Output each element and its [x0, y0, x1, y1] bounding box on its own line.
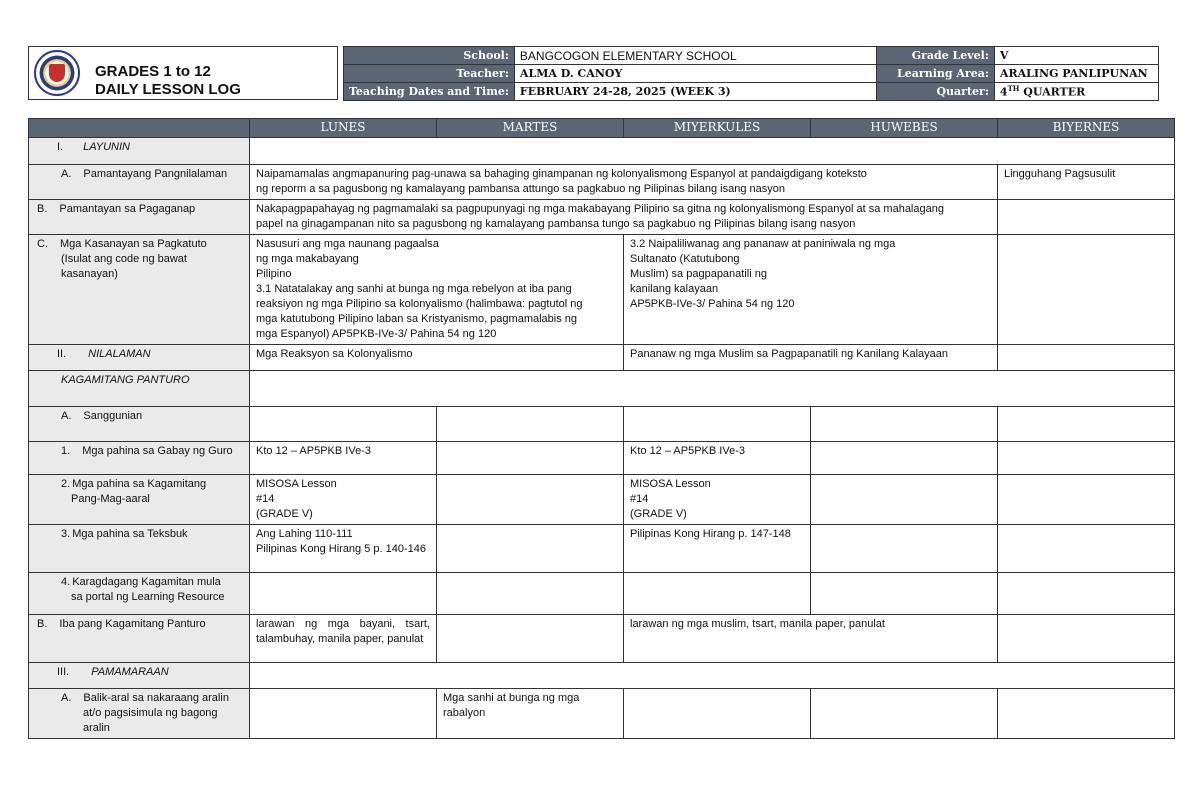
content-line: 3.2 Naipaliliwanag ang pananaw at paniniwala ng mga: [630, 238, 896, 250]
section-title: PAMAMARAAN: [91, 666, 169, 678]
item-label: Mga pahina sa Teksbuk: [72, 528, 188, 540]
content-line: Nakapagpapahayag ng pagmamalaki sa pagpupunyagi ng mga makabayang Pilipino sa gitna ng kolonyalismong Espanyol at sa mahalagang: [256, 203, 944, 215]
content-line: #14: [256, 493, 275, 505]
content-line: Mga sanhi at bunga ng mga: [443, 692, 580, 704]
kagamitang-mag-aaral-tuesday: [437, 475, 624, 525]
content-line: mga Espanyol) AP5PKB-IVe-3/ Pahina 54 ng 120: [256, 328, 497, 340]
item-label-line: aralin: [83, 722, 110, 734]
row-balik-aral: [29, 689, 1175, 739]
item-label: Pamantayang Pangnilalaman: [83, 168, 228, 180]
item-number: B.: [37, 618, 48, 630]
item-number: A.: [61, 410, 72, 422]
pamantayan-pagaganap-label: [29, 200, 250, 235]
kagamitan-label: KAGAMITANG PANTURO: [29, 371, 250, 407]
item-label: Iba pang Kagamitang Panturo: [59, 618, 206, 630]
pamantayan-pagaganap-content: [250, 200, 998, 235]
karagdagang-kagamitan-label: [29, 573, 250, 615]
section-title: LAYUNIN: [83, 141, 130, 153]
content-line: Sultanato (Katutubong: [630, 253, 740, 265]
item-label: Mga pahina sa Gabay ng Guro: [82, 445, 233, 457]
karagdagang-kagamitan-wednesday: [624, 573, 811, 615]
teksbuk-tuesday: [437, 525, 624, 573]
balik-aral-friday: [998, 689, 1175, 739]
page-title: [95, 63, 241, 99]
teksbuk-wednesday: Pilipinas Kong Hirang p. 147-148: [624, 525, 811, 573]
corner-cell: [29, 119, 250, 138]
row-sanggunian: [29, 407, 1175, 442]
item-number: A.: [61, 168, 72, 180]
row-pamamaraan: [29, 663, 1175, 689]
day-header-row: [29, 119, 1175, 138]
content-line: AP5PKB-IVe-3/ Pahina 54 ng 120: [630, 298, 795, 310]
grade-level-value: V: [994, 47, 1158, 65]
teksbuk-monday: [250, 525, 437, 573]
layunin-content: [250, 138, 1175, 165]
item-label: Sanggunian: [83, 410, 143, 422]
item-label-line: [37, 237, 243, 252]
school-label: School:: [344, 47, 515, 65]
item-label: Karagdagang Kagamitan mula: [72, 576, 221, 588]
pamantayang-pangnilalaman-label: [29, 165, 250, 200]
iba-pang-kagamitan-monday: larawan ng mga bayani, tsart, talambuhay, manila paper, panulat: [250, 615, 437, 663]
content-line: MISOSA Lesson: [630, 478, 711, 490]
kagamitang-mag-aaral-monday: [250, 475, 437, 525]
quarter-value: [994, 83, 1158, 101]
item-number: C.: [37, 238, 48, 250]
teksbuk-friday: [998, 525, 1175, 573]
item-number: 3.: [61, 528, 71, 540]
header: [28, 46, 1174, 102]
item-number: 1.: [61, 445, 71, 457]
gabay-guro-monday: Kto 12 – AP5PKB IVe-3: [250, 442, 437, 475]
content-line: Muslim) sa pagpapanatili ng: [630, 268, 767, 280]
item-number: A.: [61, 692, 72, 704]
karagdagang-kagamitan-friday: [998, 573, 1175, 615]
day-header-lunes: LUNES: [250, 119, 437, 138]
iba-pang-kagamitan-tuesday: [437, 615, 624, 663]
content-line: mga katutubong Pilipino laban sa Kristyanismo, pagmamalabis ng: [256, 313, 578, 325]
content-line: MISOSA Lesson: [256, 478, 337, 490]
balik-aral-monday: [250, 689, 437, 739]
row-teksbuk: [29, 525, 1175, 573]
gabay-guro-wednesday: Kto 12 – AP5PKB IVe-3: [624, 442, 811, 475]
item-label: Mga pahina sa Kagamitang: [72, 478, 207, 490]
item-number: B.: [37, 203, 48, 215]
content-line: Nasusuri ang mga naunang pagaalsa: [256, 238, 439, 250]
content-line: papel na ginagampanan nito sa pagusbong ng kamalayang pambansa tungo sa pagkabuo ng Pilipinas bilang isang nasyon: [256, 218, 856, 230]
kasanayan-friday: [998, 235, 1175, 345]
day-header-biyernes: BIYERNES: [998, 119, 1175, 138]
balik-aral-tuesday: [437, 689, 624, 739]
item-label-line: sa portal ng Learning Resource: [71, 591, 225, 603]
item-label-line: at/o pagsisimula ng bagong: [83, 707, 218, 719]
gabay-guro-label: [29, 442, 250, 475]
quarter-word: QUARTER: [1019, 85, 1086, 99]
sanggunian-friday: [998, 407, 1175, 442]
pamantayang-pangnilalaman-content: [250, 165, 998, 200]
learning-area-value: ARALING PANLIPUNAN: [994, 65, 1158, 83]
iba-pang-kagamitan-wednesday: larawan ng mga muslim, tsart, manila paper, panulat: [624, 615, 998, 663]
content-line: Naipamamalas angmapanuring pag-unawa sa bahaging ginampanan ng kolonyalismong Espanyol at pandaigdigang koteksto: [256, 168, 867, 180]
kasanayan-label: [29, 235, 250, 345]
row-iba-pang-kagamitan: [29, 615, 1175, 663]
kagamitang-mag-aaral-wednesday: [624, 475, 811, 525]
kagamitang-mag-aaral-label: [29, 475, 250, 525]
sanggunian-tuesday: [437, 407, 624, 442]
item-label-line: [61, 575, 243, 590]
row-gabay-guro: [29, 442, 1175, 475]
row-nilalaman: [29, 345, 1175, 371]
balik-aral-thursday: [811, 689, 998, 739]
kagamitang-mag-aaral-friday: [998, 475, 1175, 525]
pamamaraan-content: [250, 663, 1175, 689]
iba-pang-kagamitan-friday: [998, 615, 1175, 663]
kasanayan-monday: [250, 235, 624, 345]
section-number: III.: [57, 666, 70, 678]
nilalaman-friday: [998, 345, 1175, 371]
item-label-line: (Isulat ang code ng bawat: [61, 253, 187, 265]
learning-area-label: Learning Area:: [876, 65, 994, 83]
section-title: NILALAMAN: [88, 348, 151, 360]
item-label-line: kasanayan): [61, 268, 118, 280]
nilalaman-monday: Mga Reaksyon sa Kolonyalismo: [250, 345, 624, 371]
deped-seal-icon: [34, 50, 80, 96]
content-line: Ang Lahing 110-111: [256, 528, 353, 540]
quarter-label: Quarter:: [876, 83, 994, 101]
title-box: [28, 46, 338, 100]
karagdagang-kagamitan-monday: [250, 573, 437, 615]
row-pamantayang-pangnilalaman: [29, 165, 1175, 200]
kagamitan-content: [250, 371, 1175, 407]
row-kagamitan: [29, 371, 1175, 407]
header-info-table: [343, 46, 1159, 101]
row-layunin: [29, 138, 1175, 165]
content-line: Pilipinas Kong Hirang 5 p. 140-146: [256, 543, 427, 555]
content-line: (GRADE V): [630, 508, 687, 520]
pamamaraan-label: [29, 663, 250, 689]
gabay-guro-tuesday: [437, 442, 624, 475]
karagdagang-kagamitan-thursday: [811, 573, 998, 615]
sanggunian-monday: [250, 407, 437, 442]
item-label: Balik-aral sa nakaraang aralin: [83, 692, 229, 704]
content-line: kanilang kalayaan: [630, 283, 719, 295]
day-header-huwebes: HUWEBES: [811, 119, 998, 138]
content-line: ng mga makabayang: [256, 253, 359, 265]
balik-aral-label: [29, 689, 250, 739]
item-label-line: Pang-Mag-aaral: [71, 493, 150, 505]
gabay-guro-thursday: [811, 442, 998, 475]
lesson-log-table: [28, 118, 1175, 739]
item-number: 4.: [61, 576, 71, 588]
nilalaman-wednesday: Pananaw ng mga Muslim sa Pagpapanatili ng Kanilang Kalayaan: [624, 345, 998, 371]
sanggunian-label: [29, 407, 250, 442]
day-header-martes: MARTES: [437, 119, 624, 138]
title-line-2: DAILY LESSON LOG: [95, 81, 241, 98]
quarter-suffix: TH: [1007, 84, 1020, 94]
row-kagamitang-mag-aaral: [29, 475, 1175, 525]
teksbuk-label: [29, 525, 250, 573]
grade-level-label: Grade Level:: [876, 47, 994, 65]
row-karagdagang-kagamitan: [29, 573, 1175, 615]
sanggunian-thursday: [811, 407, 998, 442]
pamantayang-pangnilalaman-friday: Lingguhang Pagsusulit: [998, 165, 1175, 200]
teacher-label: Teacher:: [344, 65, 515, 83]
nilalaman-label: [29, 345, 250, 371]
item-label: Pamantayan sa Pagaganap: [59, 203, 196, 215]
title-line-1: GRADES 1 to 12: [95, 63, 211, 80]
item-label-line: [61, 691, 243, 706]
balik-aral-wednesday: [624, 689, 811, 739]
sanggunian-wednesday: [624, 407, 811, 442]
section-number: II.: [57, 348, 67, 360]
item-number: 2.: [61, 478, 71, 490]
quarter-number: 4: [999, 85, 1008, 99]
content-line: ng reporm a sa pagusbong ng kamalayang pambansa attungo sa pagkabuo ng Pilipinas bilang isang nasyon: [256, 183, 785, 195]
content-line: #14: [630, 493, 649, 505]
gabay-guro-friday: [998, 442, 1175, 475]
content-line: (GRADE V): [256, 508, 313, 520]
dates-value: FEBRUARY 24-28, 2025 (WEEK 3): [514, 83, 876, 101]
teksbuk-thursday: [811, 525, 998, 573]
section-number: I.: [57, 141, 64, 153]
row-pamantayan-pagaganap: [29, 200, 1175, 235]
teacher-value: ALMA D. CANOY: [514, 65, 876, 83]
content-line: rabalyon: [443, 707, 486, 719]
school-value: BANGCOGON ELEMENTARY SCHOOL: [514, 47, 876, 65]
day-header-miyerkules: MIYERKULES: [624, 119, 811, 138]
item-label: Mga Kasanayan sa Pagkatuto: [60, 238, 207, 250]
iba-pang-kagamitan-label: [29, 615, 250, 663]
karagdagang-kagamitan-tuesday: [437, 573, 624, 615]
layunin-label: [29, 138, 250, 165]
pamantayan-pagaganap-friday: [998, 200, 1175, 235]
content-line: reaksiyon ng mga Pilipino sa kolonyalismo (halimbawa: pagtutol ng: [256, 298, 583, 310]
dates-label: Teaching Dates and Time:: [344, 83, 515, 101]
item-label-line: [61, 477, 243, 492]
row-kasanayan: [29, 235, 1175, 345]
kasanayan-wednesday: [624, 235, 998, 345]
content-line: 3.1 Natatalakay ang sanhi at bunga ng mga rebelyon at iba pang: [256, 283, 572, 295]
content-line: Pilipino: [256, 268, 292, 280]
kagamitang-mag-aaral-thursday: [811, 475, 998, 525]
